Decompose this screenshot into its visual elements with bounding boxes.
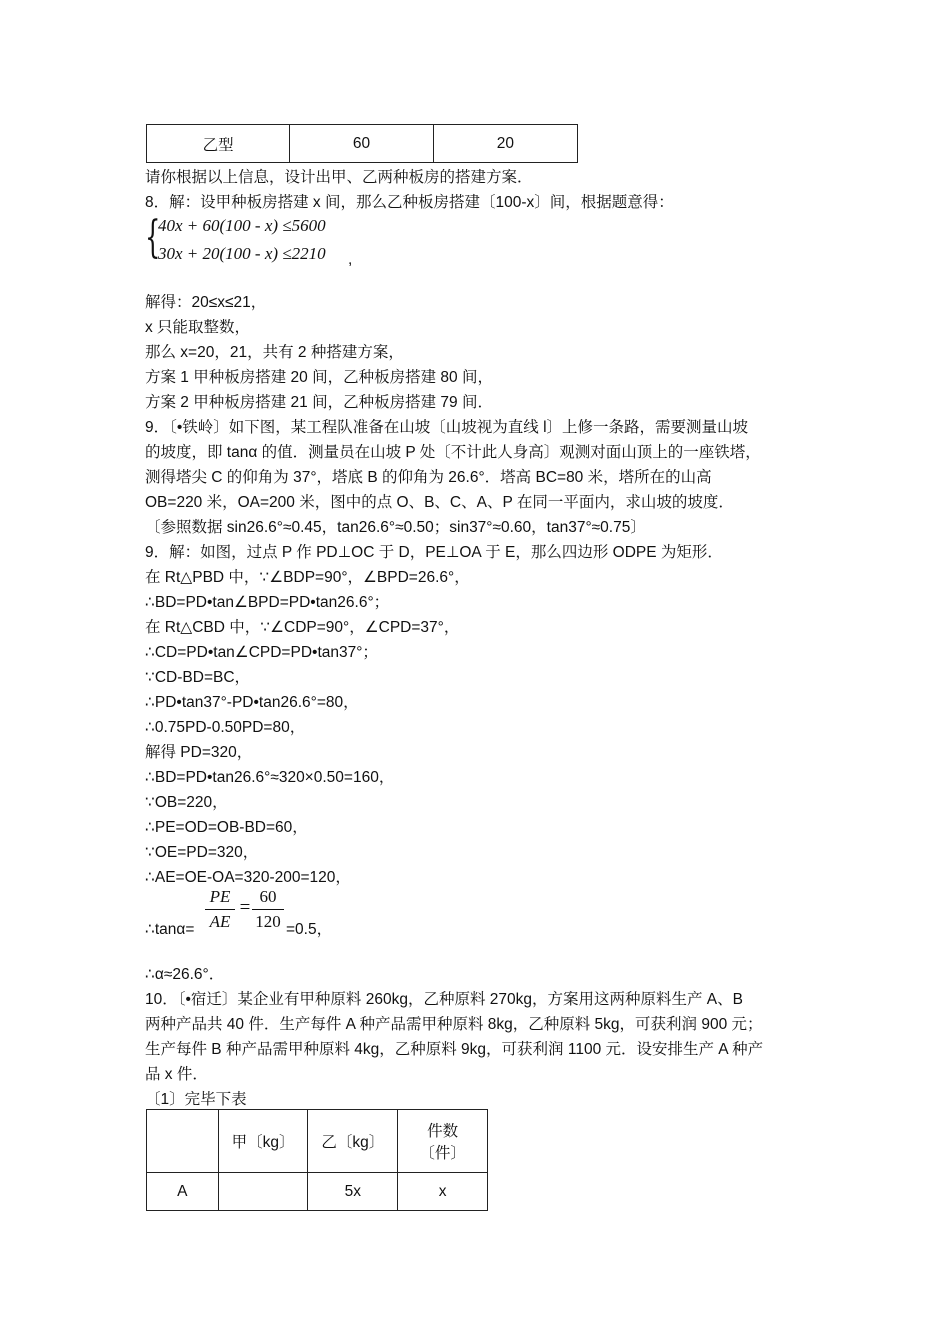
table-cell: 5x (308, 1173, 398, 1211)
text-line: 在 Rt△CBD 中，∵∠CDP=90°，∠CPD=37°， (145, 619, 460, 636)
tan-suffix: =0.5， (286, 921, 333, 938)
inequality-1: 40x + 60(100 - x) ≤5600 (158, 216, 326, 235)
text-line: 解得 PD=320， (145, 744, 253, 761)
text-line: ∴PE=OD=OB-BD=60， (145, 819, 308, 836)
fraction-numerator: 60 (259, 887, 277, 906)
text-line: 9．〔•铁岭〕如下图，某工程队准备在山坡〔山坡视为直线 l〕上修一条路，需要测量山坡 (145, 419, 749, 436)
table-cell (398, 1110, 488, 1173)
materials-table (146, 1109, 488, 1211)
table-cell: 60 (290, 125, 433, 163)
text-line: ∴α≈26.6°． (145, 966, 225, 983)
text-line: 8．解：设甲种板房搭建 x 间，那么乙种板房搭建〔100-x〕间，根据题意得： (145, 194, 674, 211)
text-line: 在 Rt△PBD 中，∵∠BDP=90°，∠BPD=26.6°， (145, 569, 470, 586)
text-line: 解得：20≤x≤21， (145, 294, 267, 311)
header-count-unit: 〔件〕 (419, 1145, 466, 1162)
text-line: ∴0.75PD-0.50PD=80， (145, 719, 306, 736)
fraction-pe-ae (205, 886, 235, 933)
text-line: 〔1〕完毕下表 (145, 1091, 247, 1108)
table-row (147, 1173, 488, 1211)
text-line: ∴CD=PD•tan∠CPD=PD•tan37°； (145, 644, 378, 661)
text-line: ∵CD-BD=BC， (145, 669, 251, 686)
text-line: 〔参照数据 sin26.6°≈0.45，tan26.6°≈0.50；sin37°≈0.60，tan37°≈0.75〕 (145, 519, 646, 536)
text-line: 请你根据以上信息，设计出甲、乙两种板房的搭建方案． (145, 169, 533, 186)
inequality-2: 30x + 20(100 - x) ≤2210 (158, 244, 326, 263)
text-line: , (348, 251, 353, 268)
fraction-60-120 (252, 886, 284, 933)
text-line: 9．解：如图，过点 P 作 PD⊥OC 于 D，PE⊥OA 于 E，那么四边形 ODPE 为矩形． (145, 544, 723, 561)
text-line: 10．〔•宿迁〕某企业有甲种原料 260kg，乙种原料 270kg，方案用这两种原料生产 A、B (145, 991, 743, 1008)
table-cell (218, 1173, 308, 1211)
text-line: 的坡度，即 tanα 的值．测量员在山坡 P 处〔不计此人身高〕观测对面山顶上的一座铁塔， (145, 444, 761, 461)
table-cell (147, 1110, 219, 1173)
equals-sign: = (239, 897, 251, 918)
text-line: OB=220 米，OA=200 米，图中的点 O、B、C、A、P 在同一平面内，求山坡的坡度． (145, 494, 734, 511)
text-line: 两种产品共 40 件．生产每件 A 种产品需甲种原料 8kg，乙种原料 5kg，可获利润 900 元； (145, 1016, 763, 1033)
fraction-denominator: 120 (255, 912, 281, 931)
text-line: ∵OB=220， (145, 794, 228, 811)
table-cell: 乙型 (147, 125, 290, 163)
text-line: ∵OE=PD=320， (145, 844, 259, 861)
text-line: 方案 2 甲种板房搭建 21 间，乙种板房搭建 79 间． (145, 394, 493, 411)
table-cell: 20 (433, 125, 577, 163)
inequality-system (145, 214, 365, 268)
text-line: 生产每件 B 种产品需甲种原料 4kg，乙种原料 9kg，可获利润 1100 元．设安排生产 A 种产 (145, 1041, 764, 1058)
table-cell: 乙〔kg〕 (308, 1110, 398, 1173)
text-line: ∴BD=PD•tan∠BPD=PD•tan26.6°； (145, 594, 390, 611)
text-line: 方案 1 甲种板房搭建 20 间，乙种板房搭建 80 间， (145, 369, 493, 386)
text-line: ∴AE=OE-OA=320-200=120， (145, 869, 351, 886)
table-header-row (147, 1110, 488, 1173)
table-cell: x (398, 1173, 488, 1211)
brace-symbol: { (145, 212, 161, 263)
text-line: 那么 x=20，21，共有 2 种搭建方案， (145, 344, 404, 361)
fraction-numerator: PE (209, 887, 231, 906)
text-line: 测得塔尖 C 的仰角为 37°，塔底 B 的仰角为 26.6°．塔高 BC=80 米，塔所在的山高 (145, 469, 712, 486)
table-row (147, 125, 578, 163)
board-house-table (146, 124, 578, 163)
fraction-denominator: AE (209, 912, 231, 931)
fraction-bar (205, 909, 235, 910)
text-line: ∴PD•tan37°-PD•tan26.6°=80， (145, 694, 359, 711)
table-cell: 甲〔kg〕 (218, 1110, 308, 1173)
text-line: ∴BD=PD•tan26.6°≈320×0.50=160， (145, 769, 395, 786)
fraction-bar (252, 909, 284, 910)
tan-prefix: ∴tanα= (145, 921, 195, 938)
text-line: x 只能取整数， (145, 319, 251, 336)
text-line: 品 x 件． (145, 1066, 208, 1083)
header-count-label: 件数 (427, 1123, 459, 1140)
table-cell: A (147, 1173, 219, 1211)
